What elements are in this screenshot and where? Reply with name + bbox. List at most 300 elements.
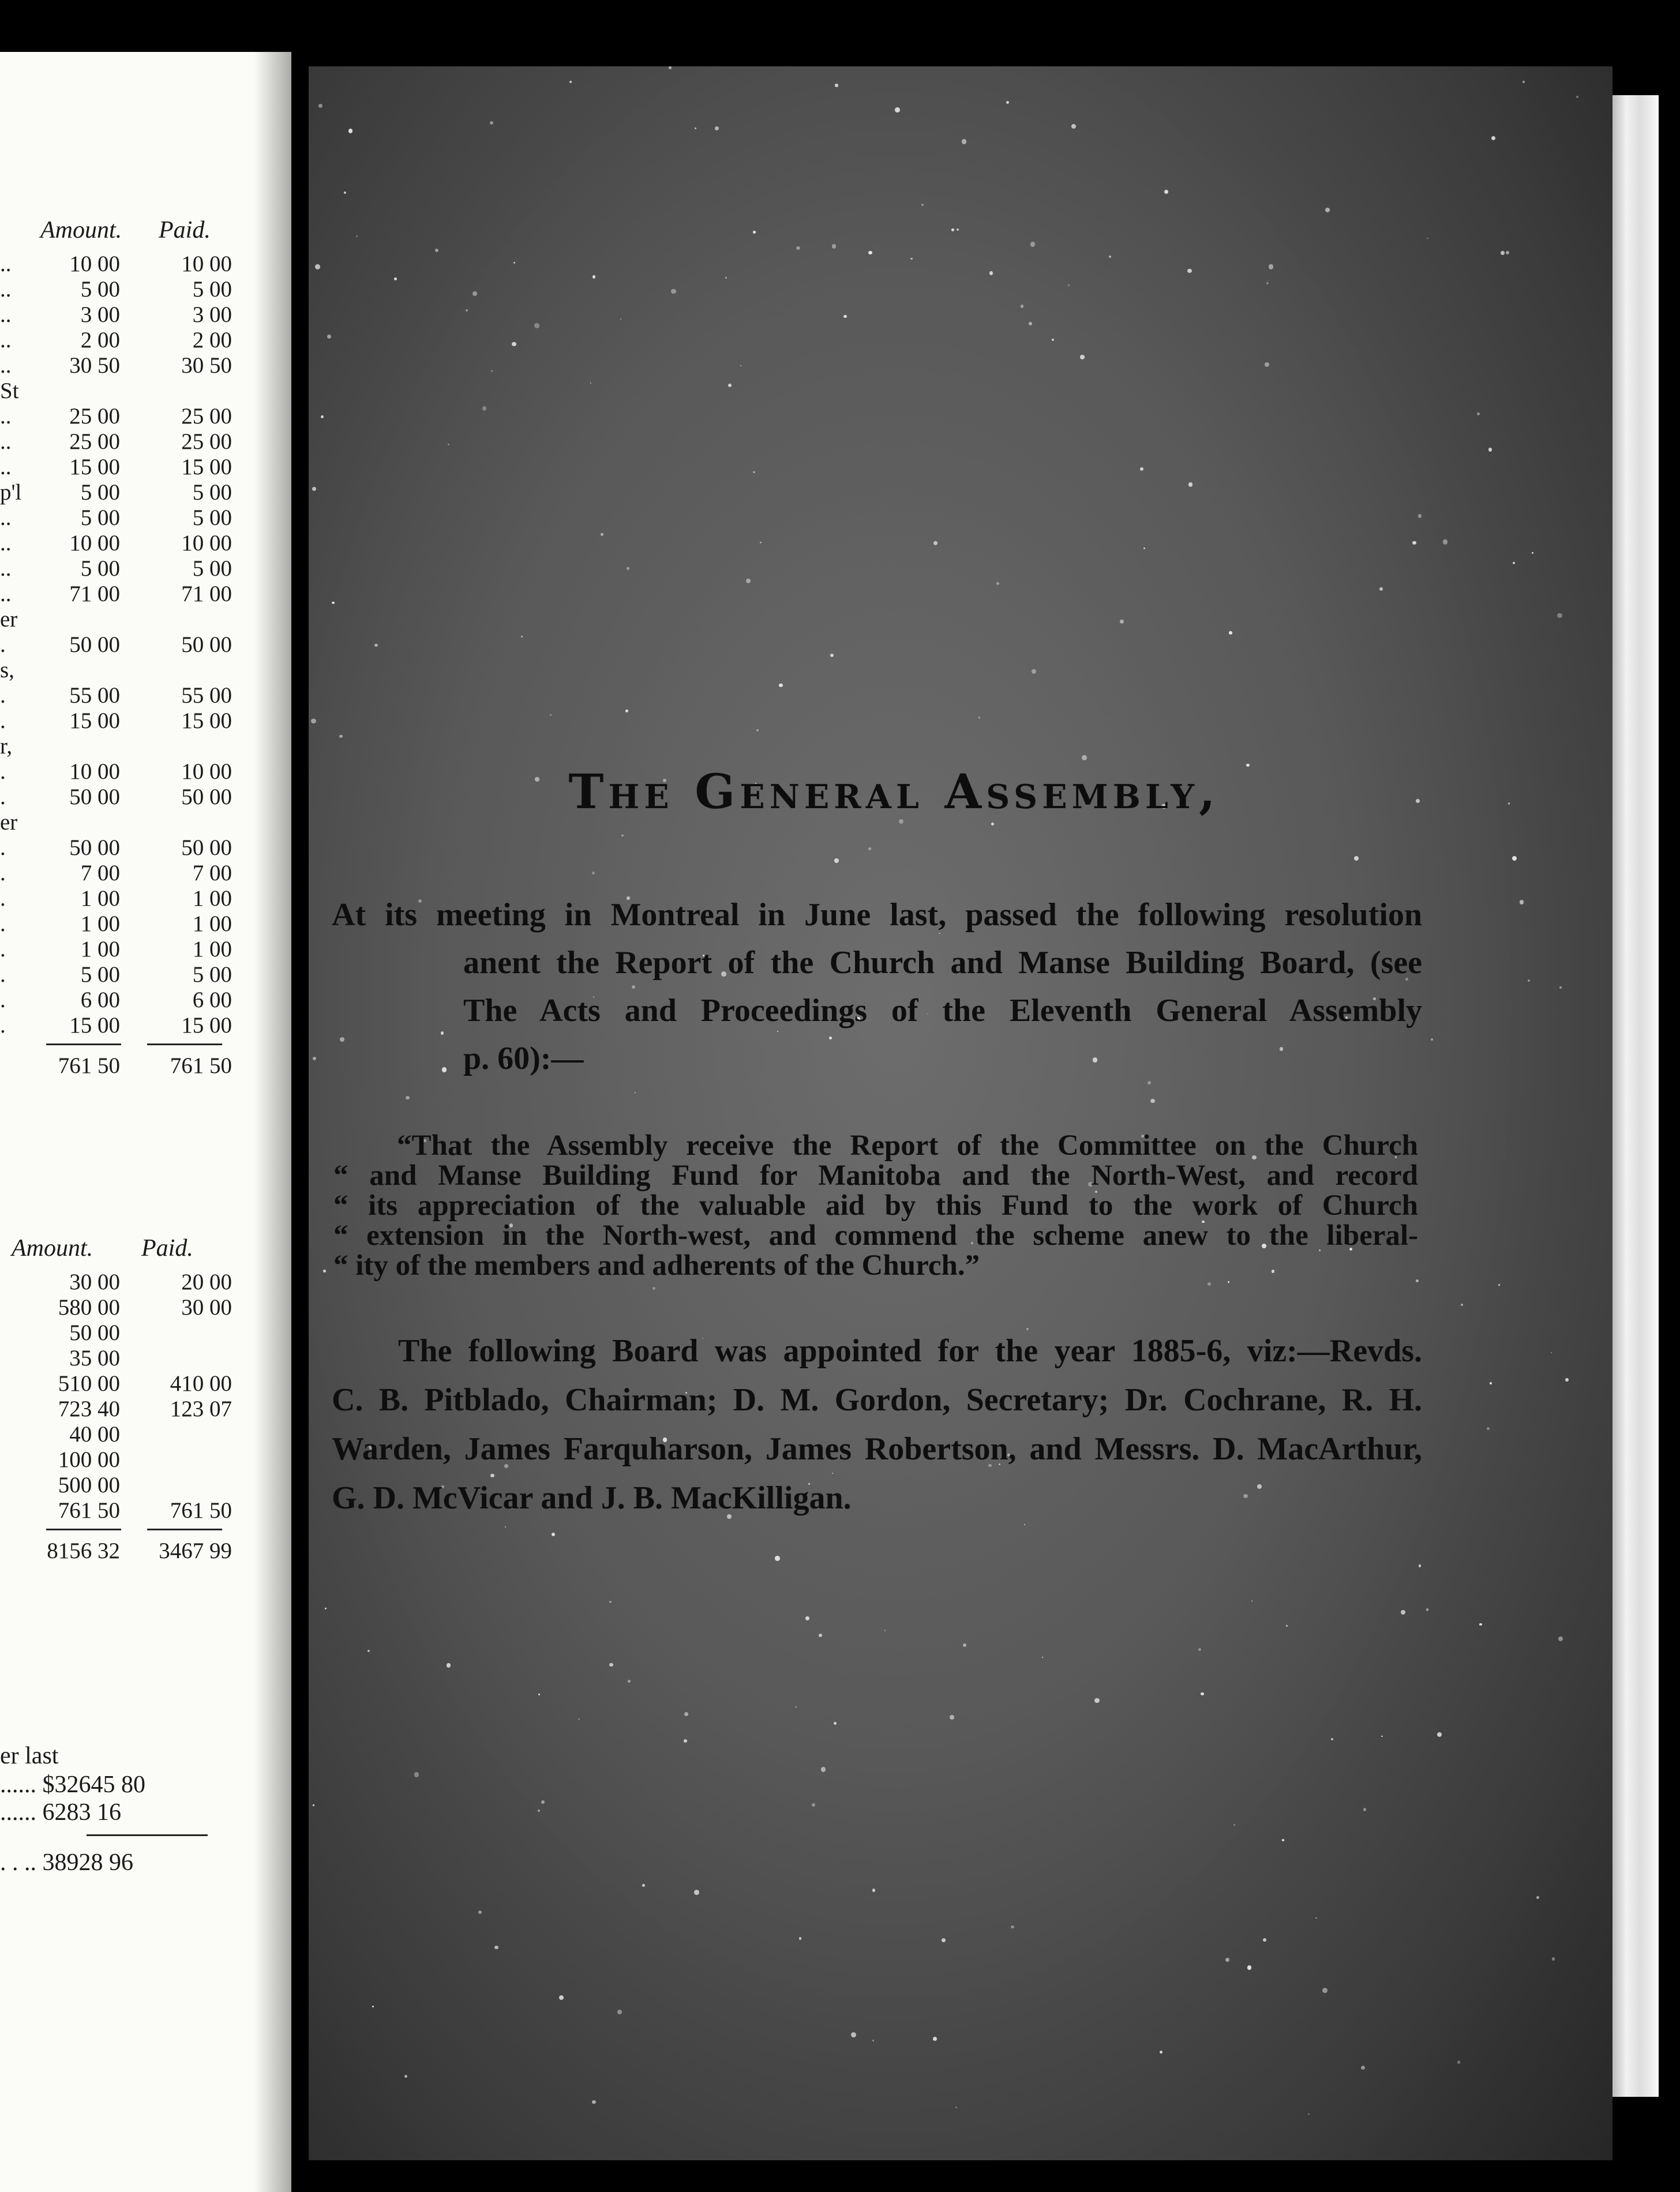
row-paid: 30 50: [181, 353, 232, 378]
paper-speck: [1401, 1610, 1405, 1615]
row-paid: 15 00: [181, 708, 232, 733]
total-paid: 3467 99: [159, 1538, 232, 1563]
paper-speck: [1381, 1736, 1383, 1737]
header-amount-2: Amount.: [12, 1235, 93, 1262]
paper-speck: [1427, 238, 1428, 239]
paper-speck: [991, 823, 994, 825]
paper-speck: [327, 335, 331, 339]
paper-speck: [313, 1804, 314, 1806]
summary-line-3: . . .. 38928 96: [0, 1849, 133, 1876]
row-lead: .: [0, 988, 6, 1012]
table-row: [0, 1345, 248, 1371]
paper-speck: [552, 1533, 555, 1536]
paper-speck: [323, 1270, 326, 1273]
paper-speck: [482, 406, 487, 411]
paper-speck: [609, 1601, 612, 1603]
quote-line: “ and Manse Building Fund for Manitoba and the North-West, and record: [333, 1159, 1418, 1192]
paper-speck: [1246, 764, 1249, 767]
paper-speck: [472, 291, 477, 296]
paper-speck: [1536, 1896, 1539, 1899]
paper-speck: [1164, 190, 1168, 194]
row-lead: .: [0, 1013, 6, 1038]
paper-speck: [1490, 1382, 1492, 1384]
paper-speck: [1487, 1427, 1490, 1430]
paper-speck: [1228, 1281, 1229, 1283]
paper-speck: [374, 644, 377, 647]
para2-line: Warden, James Farquharson, James Robertson, and Messrs. D. MacArthur,: [332, 1431, 1422, 1467]
row-lead: .: [0, 886, 6, 911]
row-amount: 5 00: [80, 480, 120, 505]
paper-speck: [715, 126, 719, 130]
main-document-page: [309, 66, 1612, 2160]
paper-speck: [1308, 2114, 1309, 2115]
ledger-header-2: [0, 1234, 248, 1269]
paper-speck: [1477, 412, 1480, 415]
row-amount: 500 00: [58, 1473, 120, 1497]
paper-speck: [1501, 251, 1505, 255]
row-lead: ..: [0, 429, 12, 454]
para1-line: p. 60):—: [463, 1041, 584, 1076]
paper-speck: [695, 127, 696, 129]
paper-speck: [325, 1608, 327, 1609]
paper-speck: [1315, 1917, 1317, 1919]
paper-speck: [819, 1634, 822, 1637]
row-paid: 2 00: [192, 328, 232, 352]
row-amount: 35 00: [69, 1346, 120, 1371]
paper-speck: [910, 258, 913, 260]
paper-speck: [1322, 1988, 1327, 1993]
paper-speck: [1229, 631, 1232, 634]
table-row: [0, 352, 248, 378]
row-paid: 15 00: [181, 1013, 232, 1038]
paper-speck: [344, 192, 346, 194]
paper-speck: [832, 244, 837, 249]
total-rule-group: [0, 1038, 248, 1053]
paper-speck: [1508, 802, 1510, 805]
paper-speck: [1247, 1965, 1252, 1970]
paper-speck: [1461, 1304, 1463, 1306]
paper-speck: [1512, 856, 1517, 861]
paper-speck: [627, 567, 629, 570]
row-lead: ..: [0, 302, 12, 327]
total-rule: [147, 1044, 222, 1045]
row-amount: 50 00: [69, 835, 120, 860]
table-row: [0, 911, 248, 936]
quote-line: “ ity of the members and adherents of the Church.”: [333, 1249, 980, 1282]
row-lead: .: [0, 911, 6, 936]
paper-speck: [435, 249, 438, 252]
paper-speck: [491, 370, 493, 372]
row-amount: 25 00: [69, 429, 120, 454]
paper-speck: [775, 1556, 780, 1561]
paper-speck: [1282, 1839, 1284, 1841]
row-amount: 10 00: [69, 531, 120, 555]
paper-speck: [1160, 2051, 1162, 2054]
row-lead: ..: [0, 404, 12, 429]
total-row: [0, 1053, 248, 1078]
paper-speck: [951, 228, 954, 231]
para1-line: anent the Report of the Church and Manse Building Board, (see: [463, 945, 1422, 981]
paper-speck: [933, 541, 937, 545]
paper-speck: [601, 533, 603, 536]
paper-speck: [339, 735, 343, 738]
paper-speck: [684, 1739, 687, 1743]
paper-speck: [1419, 1564, 1422, 1567]
paper-speck: [494, 1946, 498, 1949]
row-paid: 5 00: [192, 505, 232, 530]
row-amount: 5 00: [80, 505, 120, 530]
paper-speck: [1457, 2060, 1461, 2064]
paper-speck: [746, 579, 751, 583]
paper-speck: [625, 710, 628, 712]
paper-speck: [963, 1643, 966, 1647]
paper-speck: [1528, 979, 1530, 982]
paper-speck: [635, 1092, 636, 1093]
table-row: [0, 1294, 248, 1320]
row-amount: 50 00: [69, 1320, 120, 1345]
page-gutter-shadow: [254, 52, 294, 2192]
table-row: [0, 936, 248, 962]
row-lead: r,: [0, 734, 13, 759]
paper-speck: [478, 1911, 482, 1914]
paper-speck: [1094, 1698, 1099, 1703]
paper-speck: [1552, 1957, 1555, 1960]
row-paid: 20 00: [181, 1270, 232, 1294]
row-amount: 1 00: [80, 937, 120, 962]
total-amount: 761 50: [58, 1053, 120, 1078]
page-title: The General Assembly,: [568, 764, 1220, 820]
paper-speck: [550, 714, 552, 716]
paper-speck: [1265, 362, 1269, 367]
paper-speck: [541, 1800, 545, 1804]
row-lead: .: [0, 759, 6, 784]
paper-speck: [1431, 1038, 1433, 1041]
table-row: [0, 708, 248, 733]
board-appointment: [332, 1327, 1422, 1523]
paper-speck: [962, 139, 967, 144]
paper-speck: [535, 777, 539, 782]
para1-line: At its meeting in Montreal in June last, passed the following resolution: [332, 897, 1422, 933]
row-lead: er: [0, 810, 18, 835]
paper-speck: [671, 289, 676, 294]
paper-speck: [1251, 1600, 1253, 1602]
table-row: [0, 1012, 248, 1038]
row-lead: ..: [0, 455, 12, 479]
paper-speck: [1109, 256, 1111, 258]
row-lead: St: [0, 378, 19, 403]
row-paid: 3 00: [192, 302, 232, 327]
table-row: [0, 885, 248, 911]
row-paid: 5 00: [192, 277, 232, 302]
table-row: [0, 733, 248, 759]
row-lead: ..: [0, 505, 12, 530]
row-amount: 71 00: [69, 581, 120, 606]
paper-speck: [740, 365, 741, 366]
paper-speck: [1029, 322, 1032, 325]
row-amount: 25 00: [69, 404, 120, 429]
paper-speck: [1437, 1732, 1442, 1737]
paper-speck: [617, 2010, 622, 2014]
row-amount: 723 40: [58, 1397, 120, 1421]
table-row: [0, 378, 248, 403]
row-lead: .: [0, 632, 6, 657]
paper-speck: [1506, 251, 1509, 254]
ledger-table-1: [0, 216, 248, 1078]
table-row: [0, 606, 248, 632]
paper-speck: [1032, 669, 1036, 674]
row-amount: 50 00: [69, 632, 120, 657]
paper-speck: [1068, 284, 1070, 286]
paper-speck: [834, 1722, 837, 1725]
row-paid: 25 00: [181, 404, 232, 429]
paper-speck: [978, 716, 980, 718]
paper-speck: [447, 1663, 451, 1667]
paper-speck: [1361, 2066, 1365, 2070]
row-amount: 40 00: [69, 1422, 120, 1447]
paper-speck: [312, 487, 316, 491]
paper-speck: [872, 1889, 876, 1892]
paper-speck: [872, 2040, 874, 2041]
row-paid: 5 00: [192, 480, 232, 505]
row-lead: .: [0, 937, 6, 962]
paper-speck: [1418, 514, 1422, 518]
paper-speck: [534, 323, 539, 328]
paper-speck: [1498, 1284, 1500, 1286]
paper-speck: [620, 318, 621, 320]
paper-speck: [311, 719, 316, 724]
paper-speck: [332, 602, 334, 604]
paper-speck: [950, 1715, 954, 1720]
row-paid: 5 00: [192, 962, 232, 987]
paper-speck: [1082, 755, 1087, 760]
paper-speck: [448, 444, 449, 445]
paper-speck: [1522, 81, 1525, 83]
row-amount: 15 00: [69, 708, 120, 733]
paper-speck: [512, 342, 516, 346]
table-row: [0, 784, 248, 809]
paper-speck: [1513, 562, 1515, 564]
paper-speck: [1565, 1378, 1569, 1382]
table-row: [0, 1497, 248, 1523]
paper-speck: [728, 384, 732, 387]
quote-line: “ extension in the North-west, and commend the scheme anew to the liberal-: [333, 1219, 1418, 1252]
paper-speck: [1325, 208, 1330, 212]
table-row: [0, 479, 248, 505]
page-edge-stack: [1612, 95, 1659, 2097]
paper-speck: [1006, 101, 1009, 104]
paper-speck: [795, 1706, 797, 1708]
row-paid: 50 00: [181, 632, 232, 657]
paper-speck: [955, 2107, 958, 2109]
row-lead: ..: [0, 581, 12, 606]
row-amount: 510 00: [58, 1371, 120, 1396]
paper-speck: [694, 1890, 699, 1895]
paper-speck: [895, 107, 900, 112]
para2-line: G. D. McVicar and J. B. MacKilligan.: [332, 1480, 852, 1516]
row-lead: er: [0, 607, 18, 632]
paper-speck: [372, 2006, 374, 2007]
paper-speck: [414, 1772, 419, 1777]
paper-speck: [367, 1650, 370, 1652]
row-amount: 30 50: [69, 353, 120, 378]
paper-speck: [1080, 355, 1085, 359]
paper-speck: [652, 1287, 655, 1290]
quote-line: “That the Assembly receive the Report of the Committee on the Church: [397, 1129, 1418, 1162]
paper-speck: [1201, 1692, 1203, 1695]
paper-speck: [559, 1995, 564, 2000]
paper-speck: [505, 1526, 506, 1527]
paper-speck: [1479, 1623, 1482, 1626]
paper-speck: [538, 1694, 540, 1695]
paper-speck: [1488, 448, 1492, 452]
paper-speck: [315, 264, 320, 269]
row-paid: 50 00: [181, 785, 232, 809]
paper-speck: [1558, 1637, 1563, 1641]
row-amount: 30 00: [69, 1270, 120, 1294]
row-amount: 10 00: [69, 252, 120, 276]
paper-speck: [756, 729, 759, 731]
paper-speck: [313, 1057, 317, 1061]
paper-speck: [569, 81, 572, 83]
table-row: [0, 1447, 248, 1472]
table-row: [0, 1269, 248, 1294]
paper-speck: [921, 204, 924, 206]
row-paid: 6 00: [192, 988, 232, 1012]
paper-speck: [1576, 96, 1578, 98]
paper-speck: [835, 84, 838, 87]
paper-speck: [1052, 339, 1054, 341]
row-lead: ..: [0, 556, 12, 581]
paper-speck: [1071, 124, 1076, 129]
row-lead: .: [0, 785, 6, 809]
paper-speck: [490, 121, 493, 125]
paper-speck: [1266, 282, 1269, 284]
paper-speck: [669, 66, 672, 69]
paper-speck: [1491, 136, 1495, 140]
paper-speck: [1331, 1738, 1333, 1740]
table-row: [0, 302, 248, 327]
paper-speck: [812, 1803, 815, 1807]
total-rule: [147, 1529, 222, 1530]
table-row: [0, 809, 248, 835]
row-paid: 30 00: [181, 1295, 232, 1320]
row-amount: 15 00: [69, 455, 120, 479]
paper-speck: [1150, 1099, 1154, 1103]
table-row: [0, 555, 248, 581]
header-paid: Paid.: [159, 217, 211, 243]
paper-speck: [592, 2100, 596, 2104]
row-lead: ..: [0, 531, 12, 555]
table-row: [0, 682, 248, 708]
paper-speck: [843, 315, 847, 318]
table-row: [0, 835, 248, 860]
table-row: [0, 429, 248, 454]
paper-speck: [779, 684, 782, 687]
paper-speck: [1120, 620, 1124, 624]
para2-line: The following Board was appointed for the year 1885-6, viz:—Revds.: [398, 1333, 1422, 1369]
paper-speck: [628, 1680, 631, 1683]
row-amount: 7 00: [80, 861, 120, 885]
row-lead: ..: [0, 353, 12, 378]
row-amount: 1 00: [80, 911, 120, 936]
paper-speck: [466, 309, 468, 311]
paper-speck: [1443, 539, 1448, 545]
paper-speck: [868, 847, 871, 850]
paper-speck: [590, 382, 591, 384]
para1-line: The Acts and Proceedings of the Eleventh General Assembly: [463, 993, 1422, 1029]
summary-rule: [87, 1834, 208, 1836]
paper-speck: [799, 1937, 801, 1939]
paper-speck: [760, 542, 761, 543]
paper-speck: [1188, 482, 1192, 486]
table-row: [0, 530, 248, 555]
paper-speck: [1559, 986, 1561, 988]
paper-speck: [621, 835, 624, 837]
table-row: [0, 581, 248, 606]
row-paid: 55 00: [181, 683, 232, 708]
paper-speck: [821, 1767, 826, 1771]
row-paid: 50 00: [181, 835, 232, 860]
row-paid: 15 00: [181, 455, 232, 479]
ledger-table-2: [0, 1234, 248, 1563]
row-amount: 761 50: [58, 1498, 120, 1523]
paper-speck: [957, 228, 959, 231]
total-rule: [46, 1044, 121, 1045]
para2-line: C. B. Pitblado, Chairman; D. M. Gordon, Secretary; Dr. Cochrane, R. H.: [332, 1382, 1422, 1418]
paper-speck: [318, 104, 322, 108]
paper-speck: [1011, 1925, 1014, 1928]
row-lead: .: [0, 708, 6, 733]
paper-speck: [348, 129, 353, 133]
table-row: [0, 1320, 248, 1345]
row-amount: 3 00: [80, 302, 120, 327]
row-amount: 55 00: [69, 683, 120, 708]
row-lead: ..: [0, 277, 12, 302]
paper-speck: [1140, 467, 1143, 471]
paper-speck: [725, 277, 727, 279]
row-paid: 5 00: [192, 556, 232, 581]
paper-speck: [834, 858, 839, 863]
paper-speck: [1143, 547, 1145, 549]
paper-speck: [753, 471, 755, 474]
row-paid: 1 00: [192, 937, 232, 962]
resolution-intro: [332, 891, 1422, 1083]
total-rule: [46, 1529, 121, 1530]
row-lead: .: [0, 962, 6, 987]
paper-speck: [753, 231, 755, 233]
paper-speck: [1354, 856, 1359, 861]
row-paid: 761 50: [170, 1498, 232, 1523]
table-row: [0, 657, 248, 682]
header-paid-2: Paid.: [141, 1235, 193, 1262]
paper-speck: [851, 2032, 856, 2037]
row-amount: 5 00: [80, 556, 120, 581]
table-row: [0, 1472, 248, 1497]
paper-speck: [592, 872, 595, 874]
paper-speck: [996, 582, 999, 585]
table-row: [0, 276, 248, 302]
paper-speck: [1024, 1524, 1025, 1525]
summary-line-1: ...... $32645 80: [0, 1771, 145, 1798]
row-amount: 5 00: [80, 962, 120, 987]
paper-speck: [1412, 541, 1416, 545]
row-amount: 15 00: [69, 1013, 120, 1038]
row-paid: 1 00: [192, 911, 232, 936]
row-amount: 10 00: [69, 759, 120, 784]
total-rule-group: [0, 1523, 248, 1538]
table-row: [0, 403, 248, 429]
paper-speck: [868, 251, 872, 254]
